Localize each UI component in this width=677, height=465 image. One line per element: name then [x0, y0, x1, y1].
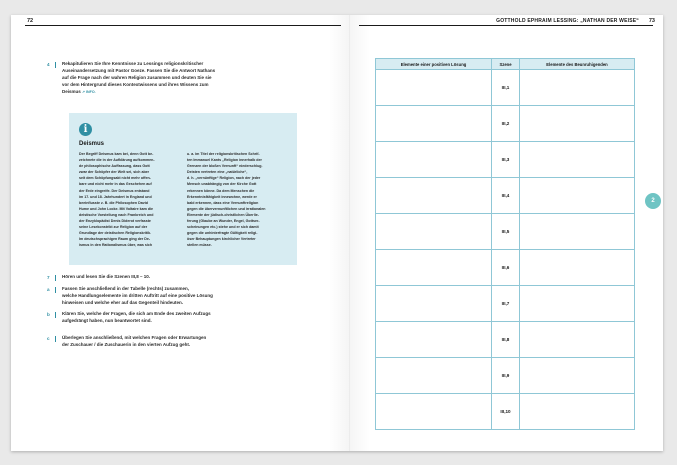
- info-line: der Erde eingreife. Der Deismus entstand: [79, 188, 150, 193]
- positive-cell[interactable]: [376, 250, 492, 286]
- task-7a-line: welche Handlungselemente im dritten Auftritt auf eine positive Lösung: [62, 293, 213, 298]
- table-row: [376, 358, 635, 394]
- positive-cell[interactable]: [376, 70, 492, 106]
- unsettling-cell[interactable]: [520, 358, 635, 394]
- task-7-text: Hören und lesen Sie die Szenen III,8 – 10.: [62, 274, 151, 279]
- scene-cell: III,2: [492, 106, 520, 142]
- task-7-bar: [55, 275, 56, 281]
- task-4-last-line: Deismus: [62, 89, 81, 94]
- task-7a-text: [62, 285, 322, 306]
- table-header-row: [376, 59, 635, 70]
- table-row: [376, 322, 635, 358]
- info-line: bald erkennen, dass eine Vernunftreligion: [187, 200, 259, 205]
- task-7b-line: Klären Sie, welche der Fragen, die sich am Ende des zweiten Aufzugs: [62, 311, 211, 316]
- header-scene: Szene: [492, 59, 520, 70]
- right-header-rule: [359, 25, 653, 26]
- positive-cell[interactable]: [376, 106, 492, 142]
- table-row: [376, 70, 635, 106]
- header-unsettling: Elemente des Beunruhigenden: [520, 59, 635, 70]
- info-icon: i: [79, 123, 92, 136]
- info-line: de philosophische Auffassung, dass Gott: [79, 164, 150, 169]
- scenes-table: [375, 58, 635, 430]
- info-box: [69, 113, 297, 265]
- info-line: gegen die unhinterfragte Gültigkeit religi-: [187, 231, 258, 236]
- task-4-line: Auseinandersetzung mit Pastor Goeze. Fassen Sie die Antwort Nathans: [62, 68, 216, 73]
- right-page-number: 73: [648, 18, 655, 24]
- info-line: Mensch unabhängig von der Kirche Gott: [187, 182, 257, 187]
- task-7a-bar: [55, 287, 56, 293]
- unsettling-cell[interactable]: [520, 178, 635, 214]
- info-line: Grenzen der bloßen Vernunft“ niederschlug.: [187, 164, 263, 169]
- info-line: Grundlage der deistischen Religionskritik.: [79, 231, 152, 236]
- info-line: öser Behauptungen kirchlicher Vertreter: [187, 237, 256, 242]
- task-7c-line: Überlegen Sie anschließend, mit welchen Fragen oder Erwartungen: [62, 335, 207, 340]
- info-line: Im deutschsprachigen Raum ging der De-: [79, 237, 151, 242]
- unsettling-cell[interactable]: [520, 286, 635, 322]
- task-7a-label: a: [47, 287, 50, 292]
- info-line: der Enzyklopädist Denis Diderot verfasste: [79, 219, 151, 224]
- task-4-bar: [55, 62, 56, 68]
- info-line: zeichnete die in der Aufklärung aufkommen-: [79, 158, 155, 163]
- scene-cell: III,6: [492, 250, 520, 286]
- table-row: [376, 394, 635, 430]
- table-row: [376, 178, 635, 214]
- info-line: Elemente der jüdisch-christlichen Überlie-: [187, 212, 259, 217]
- info-line: deistische Vorstellung nach Frankreich und: [79, 212, 154, 217]
- task-7b-bar: [55, 312, 56, 318]
- task-7a-line: Fassen Sie anschließend in der Tabelle (rechts) zusammen,: [62, 286, 189, 291]
- unsettling-cell[interactable]: [520, 394, 635, 430]
- task-7c-line: der Zuschauer / die Zuschauerin in den vierten Aufzug geht.: [62, 342, 191, 347]
- task-4-text: [62, 60, 312, 96]
- info-title: Deismus: [79, 141, 105, 147]
- chapter-tab-marker[interactable]: 2: [645, 193, 661, 209]
- info-reference-link[interactable]: ↗ INFO.: [82, 90, 96, 94]
- unsettling-cell[interactable]: [520, 142, 635, 178]
- info-line: ferung (Glaube an Wunder, Engel, Gottser-: [187, 219, 260, 224]
- info-line: erkennen könne. Da dem Menschen die: [187, 188, 255, 193]
- info-line: ten Immanuel Kants „Religion innerhalb der: [187, 158, 262, 163]
- info-line: bare und nicht mehr in das Geschehen auf: [79, 182, 152, 187]
- task-7c-text: [62, 334, 322, 348]
- info-line: Deisten vertreten eine „natürliche“,: [187, 170, 248, 175]
- positive-cell[interactable]: [376, 142, 492, 178]
- table-row: [376, 142, 635, 178]
- scene-cell: III,10: [492, 394, 520, 430]
- info-line: d. h. „vernünftige“ Religion, nach der jeder: [187, 176, 261, 181]
- task-4-line: [62, 88, 312, 96]
- info-line: Der Begriff Deismus kam bei, denn Gott be-: [79, 152, 154, 156]
- positive-cell[interactable]: [376, 214, 492, 250]
- positive-cell[interactable]: [376, 358, 492, 394]
- task-7c-bar: [55, 336, 56, 342]
- table-row: [376, 214, 635, 250]
- table-row: [376, 286, 635, 322]
- gutter: [349, 15, 350, 451]
- gutter-shade-right: [350, 15, 370, 451]
- info-line: im 17. und 18. Jahrhundert in England und: [79, 194, 152, 199]
- left-header-rule: [25, 25, 341, 26]
- info-line: ismus in den Rationalismus über, was sich: [79, 243, 153, 248]
- task-4-line: Rekapitulieren Sie Ihre Kenntnisse zu Lessings religionskritischer: [62, 61, 204, 66]
- task-7a-line: hinweisen und welche eher auf das Gegenteil hindeuten.: [62, 300, 184, 305]
- info-line: zwar der Schöpfer der Welt sei, sich aber: [79, 170, 150, 175]
- unsettling-cell[interactable]: [520, 322, 635, 358]
- task-7-number: 7: [47, 275, 50, 280]
- running-title: GOTTHOLD EPHRAIM LESSING: „NATHAN DER WEISE“: [496, 18, 639, 24]
- info-line: stellen müsse.: [187, 243, 212, 248]
- table-row: [376, 106, 635, 142]
- task-4-number: 4: [47, 62, 50, 67]
- left-page-number: 72: [27, 18, 34, 24]
- info-line: u. a. im Titel der religionskritischen Schrif-: [187, 152, 260, 156]
- positive-cell[interactable]: [376, 286, 492, 322]
- scene-cell: III,8: [492, 322, 520, 358]
- info-line: seine Lesekonstrikt zur Religion auf der: [79, 225, 148, 230]
- info-line: seit dem Schöpfungsakt nicht mehr offen-: [79, 176, 151, 181]
- table-row: [376, 250, 635, 286]
- scene-cell: III,3: [492, 142, 520, 178]
- info-line: gegen die übervernunftlichen und irrationalen: [187, 206, 266, 211]
- scene-cell: III,9: [492, 358, 520, 394]
- task-7b-label: b: [47, 312, 50, 317]
- info-line: Hume und John Locke. Mit Voltaire kam die: [79, 206, 154, 211]
- header-positive: Elemente einer positiven Lösung: [376, 59, 492, 70]
- scene-cell: III,4: [492, 178, 520, 214]
- info-line: beeinflusste z. B. die Philosophen David: [79, 200, 148, 205]
- info-column-right: [187, 151, 287, 249]
- unsettling-cell[interactable]: [520, 214, 635, 250]
- task-7b-line: aufgedrängt haben, nun beantwortet sind.: [62, 318, 152, 323]
- unsettling-cell[interactable]: [520, 250, 635, 286]
- unsettling-cell[interactable]: [520, 70, 635, 106]
- unsettling-cell[interactable]: [520, 106, 635, 142]
- scene-cell: III,1: [492, 70, 520, 106]
- task-4-line: vor dem Hintergrund dieses Kontextwissens und ihres Wissens zum: [62, 82, 209, 87]
- positive-cell[interactable]: [376, 178, 492, 214]
- info-column-left: [79, 151, 179, 249]
- info-line: Erkenntnisfähigkeit innewohne, werde er: [187, 194, 257, 199]
- scene-cell: III,5: [492, 214, 520, 250]
- gutter-shade-left: [329, 15, 349, 451]
- info-line: scheinungen etc.) stehe und er sich damit: [187, 225, 259, 230]
- positive-cell[interactable]: [376, 322, 492, 358]
- positive-cell[interactable]: [376, 394, 492, 430]
- task-4-line: auf die Frage nach der wahren Religion zusammen und deuten Sie sie: [62, 75, 212, 80]
- task-7c-label: c: [47, 336, 50, 341]
- task-7b-text: [62, 310, 322, 324]
- scene-cell: III,7: [492, 286, 520, 322]
